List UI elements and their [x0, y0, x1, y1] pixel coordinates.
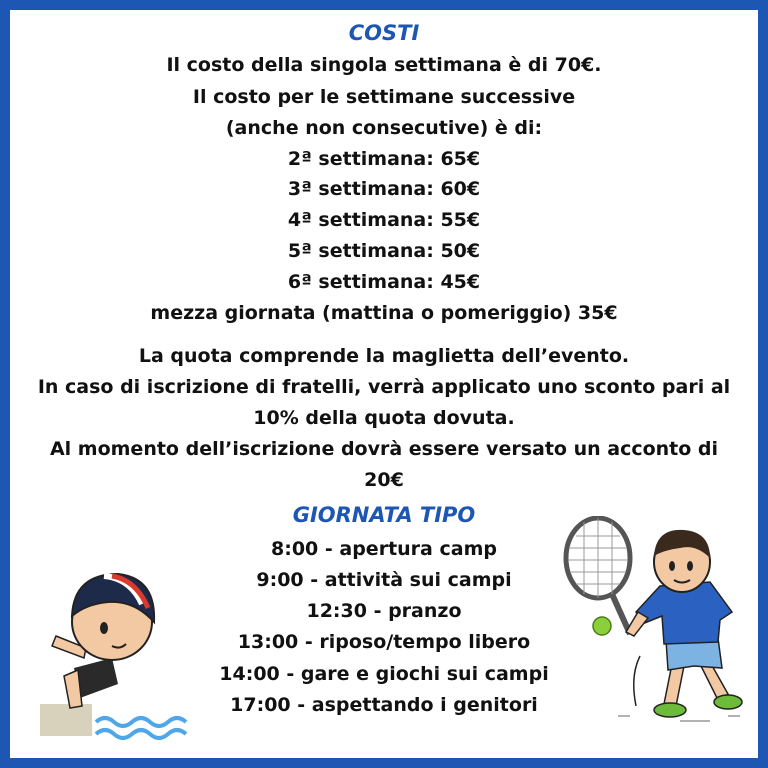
schedule-line: 17:00 - aspettando i genitori [230, 694, 538, 716]
swimmer-illustration [34, 556, 194, 746]
cost-line: 6ª settimana: 45€ [287, 271, 481, 293]
diving-block [40, 704, 92, 736]
costs-heading: COSTI [348, 21, 420, 45]
note-line: 20€ [364, 469, 404, 491]
tennis-ball [593, 617, 611, 635]
note-line: In caso di iscrizione di fratelli, verrà applicato uno sconto pari al [37, 376, 731, 398]
schedule-line: 13:00 - riposo/tempo libero [237, 631, 531, 653]
schedule-line: 8:00 - apertura camp [271, 538, 497, 560]
schedule-line: 9:00 - attività sui campi [256, 569, 512, 591]
cost-line: 3ª settimana: 60€ [287, 178, 481, 200]
cost-line: 4ª settimana: 55€ [287, 209, 481, 231]
tennis-player-illustration [560, 516, 750, 731]
schedule-line: 14:00 - gare e giochi sui campi [219, 663, 549, 685]
water-waves [96, 718, 186, 738]
schedule-heading: GIORNATA TIPO [292, 503, 476, 527]
cost-line: Il costo per le settimane successive [192, 86, 576, 108]
cost-line: 5ª settimana: 50€ [287, 240, 481, 262]
cost-line: (anche non consecutive) è di: [225, 117, 543, 139]
schedule-line: 12:30 - pranzo [306, 600, 462, 622]
cost-line: mezza giornata (mattina o pomeriggio) 35€ [150, 302, 618, 324]
cost-line: 2ª settimana: 65€ [287, 148, 481, 170]
cost-line: Il costo della singola settimana è di 70€. [166, 54, 602, 76]
note-line: Al momento dell’iscrizione dovrà essere versato un acconto di [49, 438, 719, 460]
note-line: La quota comprende la maglietta dell’evento. [138, 345, 630, 367]
note-line: 10% della quota dovuta. [253, 407, 515, 429]
